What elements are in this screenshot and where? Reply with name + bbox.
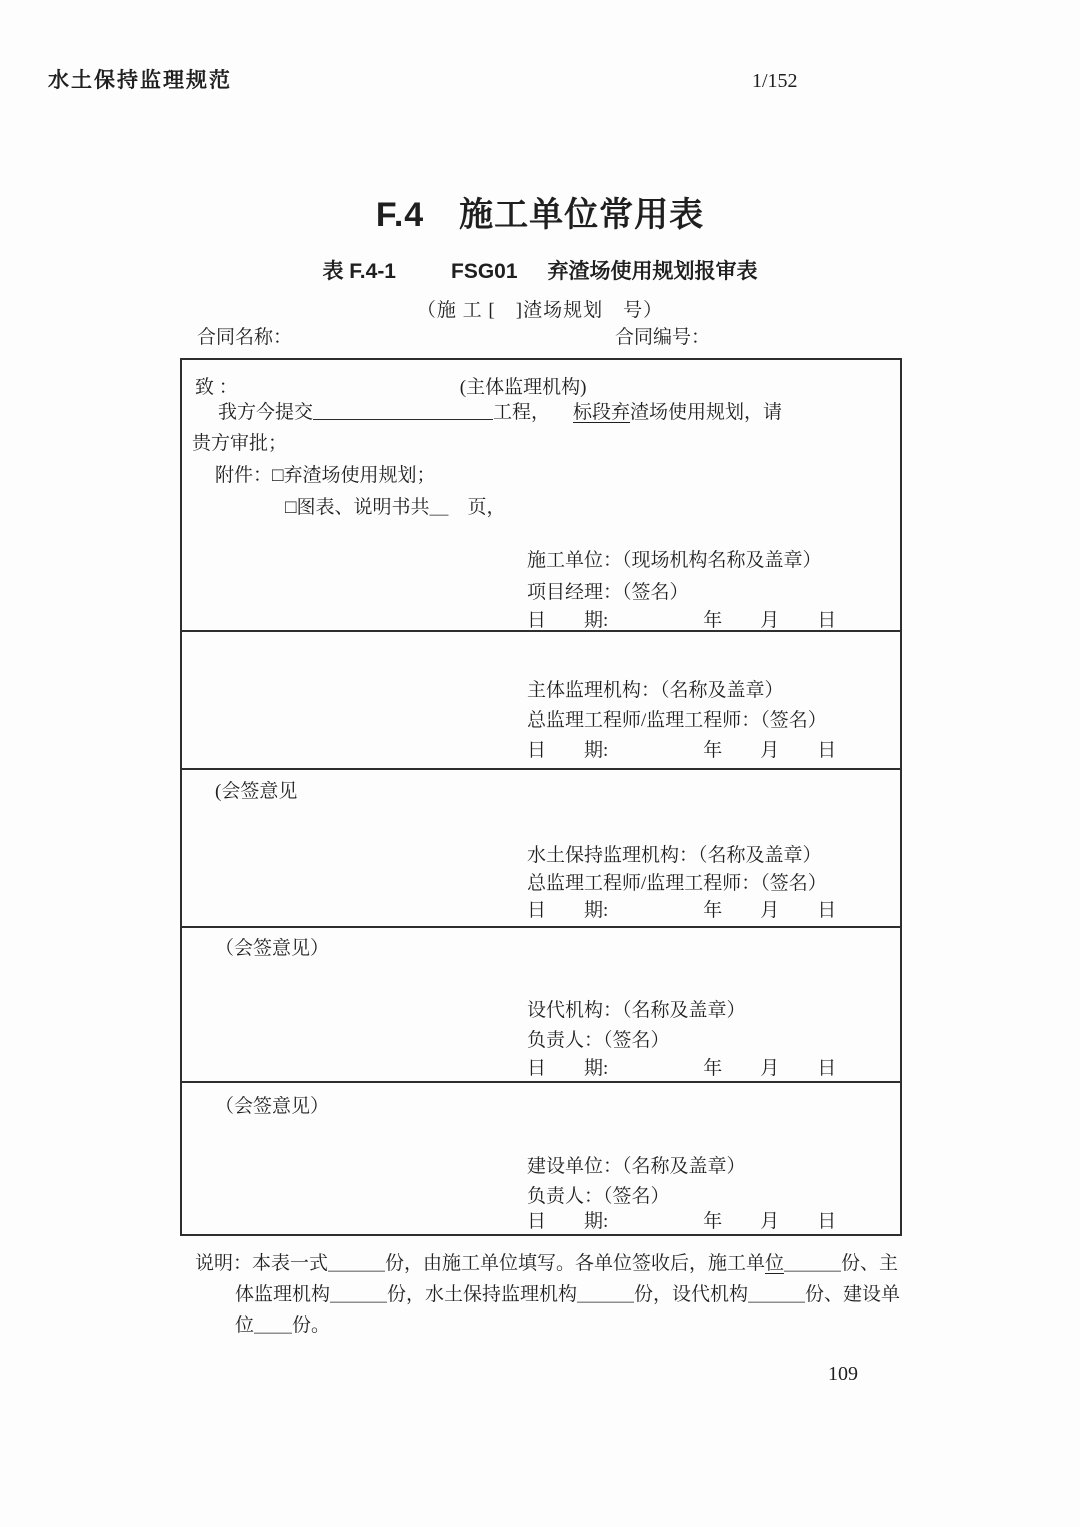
date-line: 日 期: 年 月 日: [527, 740, 837, 761]
page-number: 109: [828, 1363, 858, 1385]
checkbox-icon: □: [272, 465, 284, 486]
attachment-line-2: [285, 497, 506, 518]
date-line: 日 期: 年 月 日: [527, 1058, 837, 1079]
section-main-supervisor: [182, 632, 900, 770]
attachment-line-1: [215, 465, 436, 486]
org-line: 建设单位：（名称及盖章）: [527, 1156, 746, 1177]
submit-line: [218, 402, 782, 423]
fill-in-blank: [313, 419, 493, 420]
signer-line: 负责人：（签名）: [527, 1186, 670, 1207]
note-line-1-underlined: 位: [765, 1253, 785, 1274]
contract-name-label: 合同名称：: [197, 327, 293, 348]
page-title: F.4 施工单位常用表: [375, 196, 705, 234]
countersign-label: （会签意见）: [215, 1096, 330, 1117]
contract-number-label: 合同编号：: [615, 327, 711, 348]
doc-title: 水土保持监理规范: [48, 69, 232, 92]
signer-line: 负责人：（签名）: [527, 1030, 670, 1051]
org-line: 施工单位：（现场机构名称及盖章）: [527, 550, 822, 571]
signer-line: 总监理工程师/监理工程师：（签名）: [527, 710, 827, 731]
to-line: [195, 377, 586, 398]
countersign-label: （会签意见）: [215, 938, 330, 959]
submit-mid: 工程，: [493, 402, 551, 423]
submit-prefix: 我方今提交: [218, 402, 314, 423]
approval-form-table: [180, 358, 902, 1236]
attachment-label: 附件：: [215, 465, 273, 486]
attachment-item-1: 弃渣场使用规划；: [283, 465, 436, 486]
page-indicator: 1/152: [752, 70, 798, 92]
to-org-hint: (主体监理机构): [459, 377, 587, 398]
note-line-1-post: ＿＿＿份、主: [784, 1253, 899, 1274]
approval-request-line: 贵方审批；: [192, 433, 288, 454]
date-line: 日 期: 年 月 日: [527, 610, 837, 631]
bid-section-rest: 渣场使用规划，请: [630, 402, 783, 423]
caption-form-code: FSG01: [451, 260, 518, 283]
caption-table-no: 表 F.4-1: [322, 260, 396, 283]
date-line: 日 期: 年 月 日: [527, 900, 837, 921]
date-line: 日 期: 年 月 日: [527, 1211, 837, 1232]
org-line: 水土保持监理机构：（名称及盖章）: [527, 845, 822, 866]
form-caption: [0, 260, 1080, 284]
caption-form-name: 弃渣场使用规划报审表: [547, 260, 758, 283]
doc-number-line: （施 工 [ ]渣场规划 号）: [416, 300, 664, 321]
note-line-3: 位＿＿份。: [235, 1315, 331, 1336]
to-label: 致 ：: [195, 377, 238, 398]
bid-section-underlined: 标段弃: [573, 402, 631, 423]
section-contractor: [182, 360, 900, 632]
section-design-rep: [182, 928, 900, 1083]
signer-line: 项目经理：（签名）: [527, 582, 689, 603]
attachment-item-2: 图表、说明书共＿ 页，: [296, 497, 506, 518]
org-line: 设代机构：（名称及盖章）: [527, 1000, 746, 1021]
section-swc-supervisor: [182, 770, 900, 928]
checkbox-icon: □: [285, 497, 297, 518]
org-line: 主体监理机构：（名称及盖章）: [527, 680, 784, 701]
note-line-1-pre: 说明：本表一式＿＿＿份，由施工单位填写。各单位签收后，施工单: [195, 1253, 766, 1274]
section-owner: [182, 1083, 900, 1234]
signer-line: 总监理工程师/监理工程师：（签名）: [527, 873, 827, 894]
countersign-label: (会签意见: [215, 781, 298, 802]
note-line-2: 体监理机构＿＿＿份，水土保持监理机构＿＿＿份，设代机构＿＿＿份、建设单: [235, 1284, 901, 1305]
note-line-1: [195, 1253, 898, 1275]
